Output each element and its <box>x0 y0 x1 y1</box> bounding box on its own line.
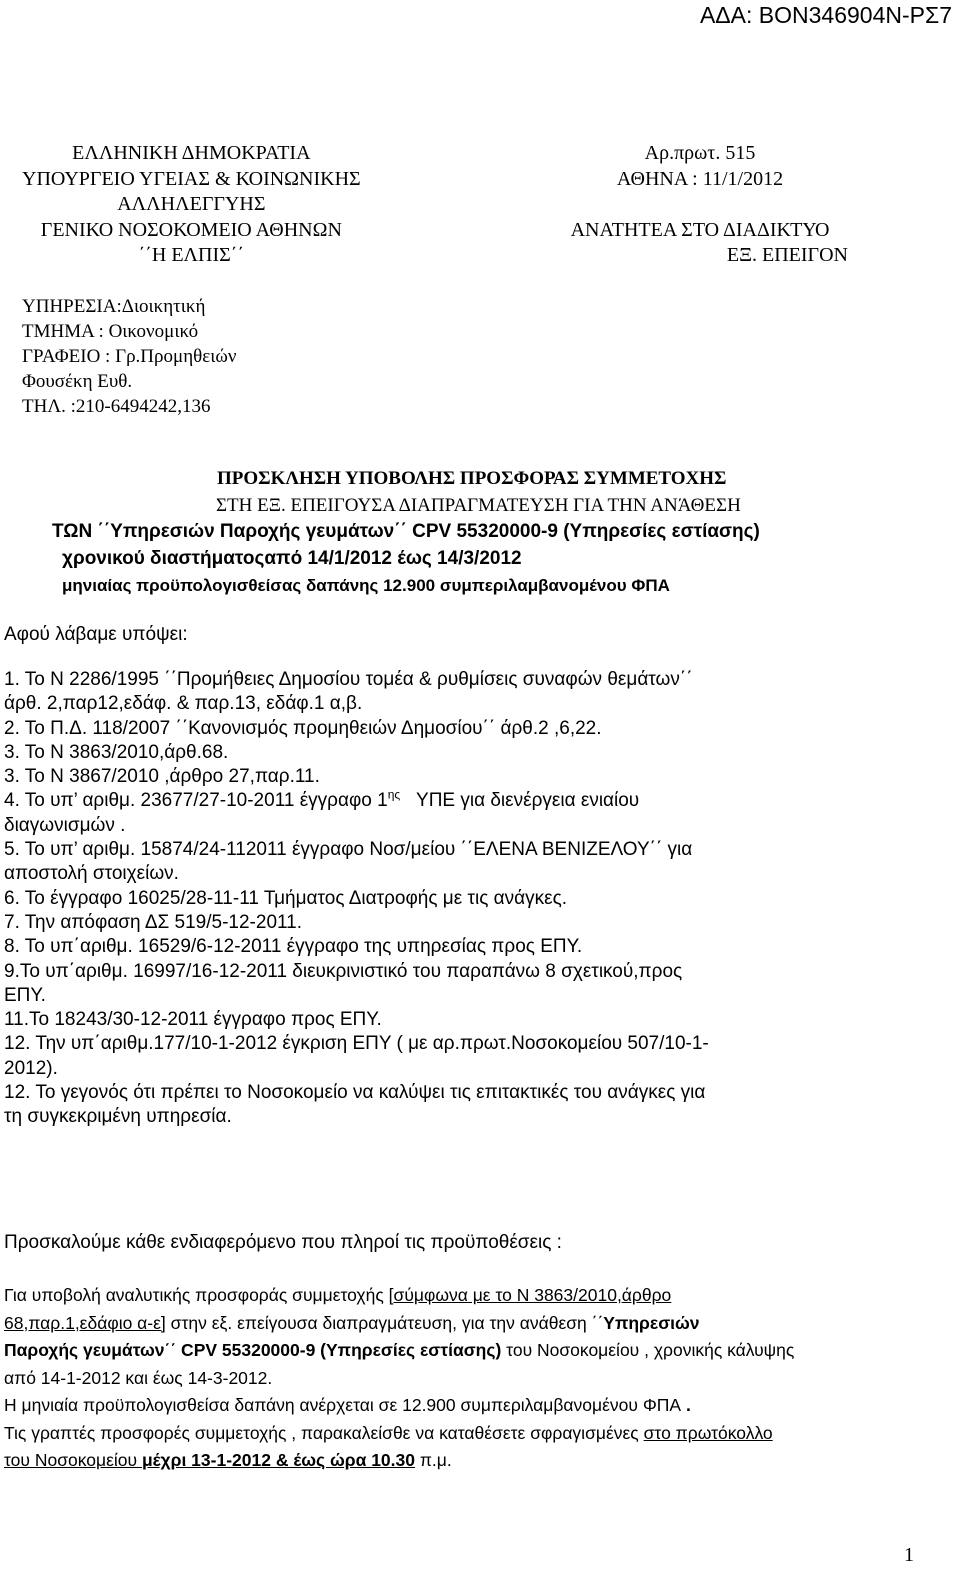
deadline: μέχρι 13-1-2012 & έως ώρα 10.30 <box>141 1450 415 1470</box>
list-item: 7. Την απόφαση ΔΣ 519/5-12-2011. <box>4 911 303 933</box>
hospital-line: ΓΕΝΙΚΟ ΝΟΣΟΚΟΜΕΙΟ ΑΘΗΝΩΝ <box>40 218 342 241</box>
para-text: στην εξ. επείγουσα διαπραγμάτευση, για την ανάθεση ΄΄ <box>165 1312 604 1333</box>
budget-period: . <box>681 1395 691 1415</box>
para-line-7 <box>4 1447 794 1475</box>
service-line: ΥΠΗΡΕΣΙΑ:Διοικητική <box>22 296 206 317</box>
title-line-2: ΣΤΗ ΕΞ. ΕΠΕΙΓΟΥΣΑ ΔΙΑΠΡΑΓΜΑΤΕΥΣΗ ΓΙΑ ΤΗΝ ΑΝΆΘΕΣΗ <box>216 495 741 516</box>
phone-line: ΤΗΛ. :210-6494242,136 <box>22 396 211 417</box>
para-text: του Νοσοκομείου , χρονικής κάλυψης <box>501 1340 795 1360</box>
budget-text: Η μηνιαία προϋπολογισθείσα δαπάνη ανέρχεται σε 12.900 συμπεριλαμβανομένου ΦΠΑ <box>4 1395 682 1415</box>
final-paragraph <box>4 1282 794 1475</box>
submission-text: Τις γραπτές προσφορές συμμετοχής , παρακαλείσθε να καταθέσετε σφραγισμένες <box>4 1422 644 1443</box>
list-item: ΕΠΥ. <box>4 984 46 1006</box>
list-item: 11.Το 18243/30-12-2011 έγγραφο προς ΕΠΥ. <box>4 1009 382 1031</box>
list-item: 2. Το Π.Δ. 118/2007 ΄΄Κανονισμός προμηθειών Δημοσίου΄΄ άρθ.2 ,6,22. <box>4 717 602 739</box>
ministry-line-2: ΑΛΛΗΛΕΓΓΥΗΣ <box>117 193 266 215</box>
protocol-number: Αρ.πρωτ. 515 <box>644 142 756 164</box>
para-line-2 <box>4 1310 794 1338</box>
list-item: 5. Το υπ’ αριθμ. 15874/24-112011 έγγραφο Νοσ/μείου ΄΄ΕΛΕΝΑ ΒΕΝΙΖΕΛΟΥ΄΄ για <box>4 839 693 861</box>
law-reference: σύμφωνα με το Ν 3863/2010,άρθρο <box>393 1285 672 1305</box>
list-item: 1. Το Ν 2286/1995 ΄΄Προμήθειες Δημοσίου τομέα & ρυθμίσεις συναφών θεμάτων΄΄ <box>4 669 693 690</box>
para-line-6 <box>4 1420 794 1448</box>
deadline-suffix: π.μ. <box>415 1450 452 1470</box>
para-text: Για υποβολή αναλυτικής προσφοράς συμμετοχής [ <box>4 1285 394 1305</box>
urgent-notice: ΕΞ. ΕΠΕΙΓΟΝ <box>726 244 848 266</box>
list-item <box>4 789 912 813</box>
list-item: 9.Το υπ΄αριθμ. 16997/16-12-2011 διευκρινιστικό του παραπάνω 8 σχετικού,προς <box>4 960 683 982</box>
office-line: ΓΡΑΦΕΙΟ : Γρ.Προμηθειών <box>22 346 237 367</box>
considerations-list <box>4 668 912 1130</box>
list-item-text: 4. Το υπ’ αριθμ. 23677/27-10-2011 έγγραφο 1 <box>4 790 388 812</box>
posting-notice: ΑΝΑΤΗΤΕΑ ΣΤΟ ΔΙΑΔΙΚΤΥΟ <box>570 218 830 241</box>
department-line: ΤΜΗΜΑ : Οικονομικό <box>22 321 199 342</box>
page-number: 1 <box>904 1544 914 1566</box>
para-line-3 <box>4 1337 794 1365</box>
list-item-text-cont: ΥΠΕ για διενέργεια ενιαίου <box>416 790 640 812</box>
list-item: τη συγκεκριμένη υπηρεσία. <box>4 1106 232 1128</box>
invite-line: Προσκαλούμε κάθε ενδιαφερόμενο που πληροί τις προϋποθέσεις : <box>4 1232 562 1253</box>
list-item: 2012). <box>4 1057 58 1079</box>
considering-label: Αφού λάβαμε υπόψει: <box>4 624 188 645</box>
ministry-line: ΥΠΟΥΡΓΕΙΟ ΥΓΕΙΑΣ & ΚΟΙΝΩΝΙΚΗΣ <box>22 167 361 190</box>
list-item: 12. Το γεγονός ότι πρέπει το Νοσοκομείο να καλύψει τις επιτακτικές του ανάγκες για <box>4 1082 706 1104</box>
list-item: αποστολή στοιχείων. <box>4 863 179 885</box>
para-line-1 <box>4 1282 794 1310</box>
title-line-1: ΠΡΟΣΚΛΗΣΗ ΥΠΟΒΟΛΗΣ ΠΡΟΣΦΟΡΑΣ ΣΥΜΜΕΤΟΧΗΣ <box>217 468 727 489</box>
country-line: ΕΛΛΗΝΙΚΗ ΔΗΜΟΚΡΑΤΙΑ <box>72 142 311 164</box>
protocol-office-cont: του Νοσοκομείου <box>4 1450 142 1470</box>
protocol-office: στο πρωτόκολλο <box>643 1422 773 1443</box>
ordinal-superscript: ης <box>387 788 401 803</box>
title-line-3: ΤΩΝ ΄΄Υπηρεσιών Παροχής γευμάτων΄΄ CPV 55320000-9 (Υπηρεσίες εστίασης) <box>52 521 760 542</box>
para-line-4: από 14-1-2012 και έως 14-3-2012. <box>4 1367 273 1388</box>
service-info <box>22 294 236 419</box>
header-right <box>540 141 860 269</box>
list-item: 3. Το Ν 3863/2010,άρθ.68. <box>4 741 229 763</box>
service-name-bold-cont: Παροχής γευμάτων΄΄ CPV 55320000-9 (Υπηρεσίες εστίασης) <box>4 1340 502 1360</box>
list-item: άρθ. 2,παρ12,εδάφ. & παρ.13, εδάφ.1 α,β. <box>4 693 363 715</box>
ada-code: ΑΔΑ: ΒΟΝ346904Ν-ΡΣ7 <box>699 2 952 28</box>
list-item: 6. Το έγγραφο 16025/28-11-11 Τμήματος Διατροφής με τις ανάγκες. <box>4 887 568 909</box>
service-name-bold: Υπηρεσιών <box>603 1312 700 1333</box>
hospital-name: ΄΄Η ΕΛΠΙΣ΄΄ <box>138 244 245 266</box>
list-item: 12. Την υπ΄αριθμ.177/10-1-2012 έγκριση ΕΠΥ ( με αρ.πρωτ.Νοσοκομείου 507/10-1- <box>4 1033 709 1055</box>
law-reference-cont: 68,παρ.1,εδάφιο α-ε] <box>4 1312 166 1333</box>
contact-name: Φουσέκη Ευθ. <box>22 371 133 392</box>
document-date: ΑΘΗΝΑ : 11/1/2012 <box>616 167 784 190</box>
header-left <box>22 141 361 269</box>
list-item: 8. Το υπ΄αριθμ. 16529/6-12-2011 έγγραφο της υπηρεσίας προς ΕΠΥ. <box>4 936 583 958</box>
list-item: διαγωνισμών . <box>4 814 126 836</box>
title-line-5: μηνιαίας προϋπολογισθείσας δαπάνης 12.900 συμπεριλαμβανομένου ΦΠΑ <box>62 576 670 595</box>
title-line-4: χρονικού διαστήματοςαπό 14/1/2012 έως 14/3/2012 <box>62 548 522 569</box>
list-item: 3. Το Ν 3867/2010 ,άρθρο 27,παρ.11. <box>4 766 320 788</box>
para-line-5 <box>4 1392 794 1420</box>
